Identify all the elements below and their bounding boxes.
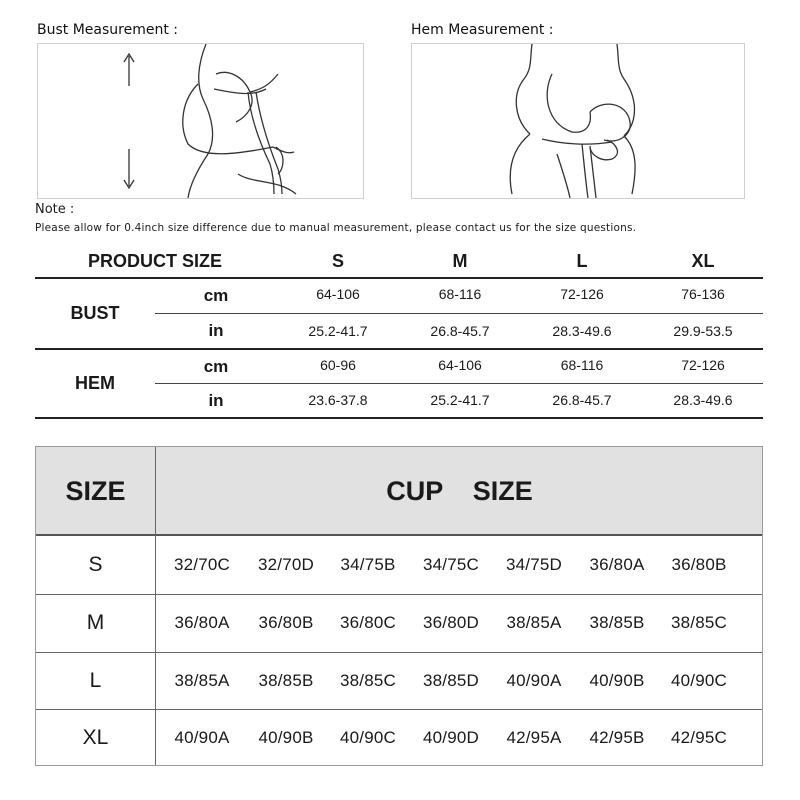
table-cell: 23.6-37.8 bbox=[308, 391, 368, 408]
cup-size-cell: 38/85C bbox=[670, 613, 728, 632]
product-size-header: PRODUCT SIZE bbox=[87, 251, 222, 271]
cup-size-cell: 40/90D bbox=[422, 727, 480, 747]
size-row-label: XL bbox=[82, 725, 109, 749]
product-size-table bbox=[35, 246, 763, 419]
size-header-l: L bbox=[576, 251, 588, 271]
table-cell: 76-136 bbox=[681, 286, 725, 302]
cup-size-cell: 36/80D bbox=[422, 613, 480, 632]
cup-size-cell: 40/90A bbox=[174, 727, 230, 747]
table-cell: 64-106 bbox=[316, 286, 360, 302]
cup-size-cell: 36/80B bbox=[258, 613, 314, 632]
cup-size-cell: 40/90A bbox=[506, 670, 562, 690]
cup-size-cell: 42/95A bbox=[506, 727, 562, 747]
hem-measurement-caption: Hem Measurement : bbox=[411, 22, 554, 38]
cup-size-cell: 34/75B bbox=[340, 555, 396, 574]
bust-measurement-caption: Bust Measurement : bbox=[37, 22, 178, 38]
cup-size-cell: 42/95B bbox=[589, 727, 645, 747]
cup-size-table bbox=[35, 446, 763, 766]
size-header-xl: XL bbox=[691, 251, 715, 271]
cup-size-cell: 36/80B bbox=[671, 555, 727, 574]
cup-size-cell: 38/85A bbox=[174, 670, 230, 690]
cup-size-cell: 40/90B bbox=[258, 727, 314, 747]
table-cell: 25.2-41.7 bbox=[308, 323, 368, 339]
unit-cm: cm bbox=[203, 356, 229, 376]
hem-measurement-illustration bbox=[411, 43, 745, 199]
cup-size-cell: 42/95C bbox=[670, 727, 728, 747]
size-row-label: S bbox=[88, 553, 103, 576]
table-cell: 68-116 bbox=[438, 286, 482, 302]
unit-in: in bbox=[208, 321, 224, 340]
table-cell: 64-106 bbox=[438, 356, 482, 373]
cup-size-cell: 40/90C bbox=[339, 727, 397, 747]
note-text: Please allow for 0.4inch size difference due to manual measurement, please contact us for the size questions. bbox=[35, 222, 637, 234]
cup-size-cell: 38/85C bbox=[339, 670, 397, 690]
cup-size-column-header: CUP SIZE bbox=[386, 476, 533, 506]
table-cell: 26.8-45.7 bbox=[552, 391, 612, 408]
size-header-s: S bbox=[331, 251, 344, 271]
cup-size-cell: 32/70C bbox=[173, 555, 231, 574]
cup-size-cell: 38/85A bbox=[506, 613, 562, 632]
unit-in: in bbox=[208, 390, 224, 410]
table-cell: 28.3-49.6 bbox=[673, 391, 733, 408]
bust-measurement-illustration bbox=[37, 43, 364, 199]
bust-row-label: BUST bbox=[70, 303, 120, 323]
table-cell: 28.3-49.6 bbox=[552, 323, 612, 339]
size-header-m: M bbox=[452, 251, 468, 271]
cup-size-cell: 36/80C bbox=[339, 613, 397, 632]
size-column-header: SIZE bbox=[65, 476, 126, 506]
table-cell: 60-96 bbox=[320, 356, 356, 373]
cup-size-cell: 40/90C bbox=[670, 670, 728, 690]
table-cell: 72-126 bbox=[681, 356, 725, 373]
table-cell: 26.8-45.7 bbox=[430, 323, 490, 339]
cup-size-cell: 34/75D bbox=[505, 555, 563, 574]
table-cell: 68-116 bbox=[560, 356, 604, 373]
cup-size-cell: 36/80A bbox=[174, 613, 230, 632]
cup-size-cell: 34/75C bbox=[422, 555, 480, 574]
cup-size-cell: 38/85B bbox=[258, 670, 314, 690]
table-cell: 29.9-53.5 bbox=[673, 323, 733, 339]
unit-cm: cm bbox=[203, 286, 229, 305]
cup-size-cell: 36/80A bbox=[589, 555, 645, 574]
cup-size-cell: 40/90B bbox=[589, 670, 645, 690]
cup-size-cell: 38/85B bbox=[589, 613, 645, 632]
cup-size-cell: 38/85D bbox=[422, 670, 480, 690]
size-row-label: L bbox=[89, 668, 102, 692]
table-cell: 72-126 bbox=[560, 286, 604, 302]
hem-row-label: HEM bbox=[75, 373, 115, 393]
table-divider bbox=[35, 417, 763, 419]
cup-size-cell: 32/70D bbox=[257, 555, 315, 574]
size-row-label: M bbox=[86, 611, 105, 634]
table-cell: 25.2-41.7 bbox=[430, 391, 490, 408]
note-label: Note : bbox=[35, 202, 75, 217]
